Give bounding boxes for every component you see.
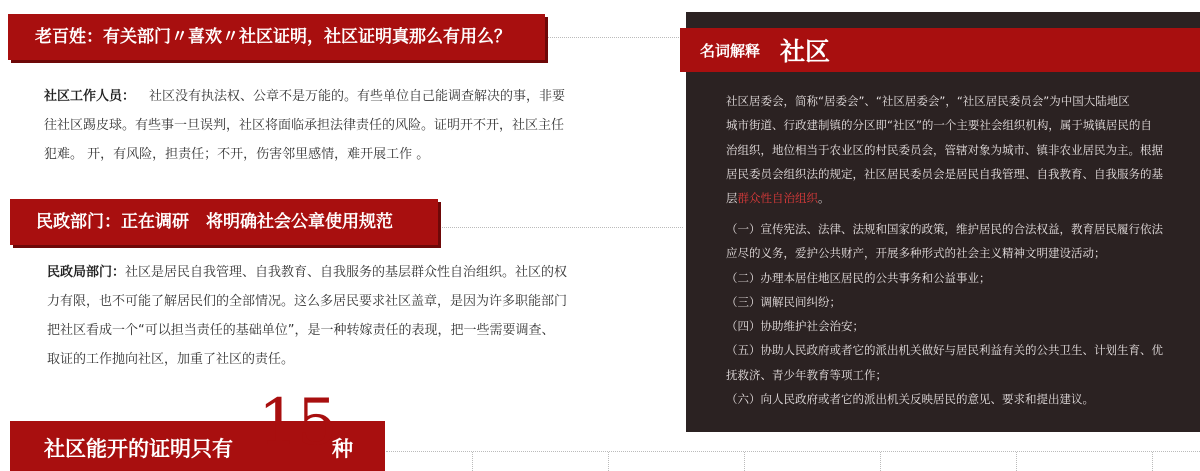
quote-text: 社区没有执法权、公章不是万能的。有些单位自己能调查解决的事，非要 [149,89,566,104]
definition-intro [726,89,1188,210]
speaker-label: 民政局部门： [47,265,126,280]
intro-line: 社区居委会，简称“居委会”、“社区居委会”，“社区居民委员会”为中国大陆地区 [726,94,1130,108]
divider-line [438,227,683,228]
divider-line [608,452,609,471]
definition-label: 名词解释 [700,42,761,60]
intro-text: 层 [726,191,738,206]
divider-line [744,452,745,471]
section-heading-text: 老百姓：有关部门〃喜欢〃社区证明，社区证明真那么有用么？ [35,27,511,47]
quote-line: 往社区踢皮球。有些事一旦误判，社区将面临承担法律责任的风险。证明开不开，社区主任 [44,118,565,133]
section-heading [10,199,438,245]
section-heading-text: 社区能开的证明只有 [44,436,233,461]
duty-item: （六）向人民政府或者它的派出机关反映居民的意见、要求和提出建议。 [726,392,1094,407]
intro-line: 城市街道、行政建制镇的分区即“社区”的一个主要社会组织机构，属于城镇居民的自 [726,118,1152,133]
divider-line [1152,452,1153,471]
quote-line: 把社区看成一个“可以担当责任的基础单位”，是一种转嫁责任的表现，把一些需要调查、 [47,323,555,338]
duty-item: （四）协助维护社会治安； [726,319,864,334]
quote-line [44,82,624,111]
definition-term: 社区 [780,37,831,66]
quote-line [47,258,627,287]
intro-line: 治组织，地位相当于农业区的村民委员会，管辖对象为城市、镇非农业居民为主。根据 [726,142,1163,157]
duty-list [726,217,1188,411]
intro-line [726,186,1188,210]
quote-line: 力有限，也不可能了解居民们的全部情况。这么多居民要求社区盖章，是因为许多职能部门 [47,294,568,309]
section-heading-text: 民政部门：正在调研 将明确社会公章使用规范 [36,212,393,232]
duty-item: 应尽的义务，爱护公共财产，开展多种形式的社会主义精神文明建设活动； [726,246,1106,261]
duty-item: （五）协助人民政府或者它的派出机关做好与居民利益有关的公共卫生、计划生育、优 [726,343,1163,358]
section-heading [8,14,545,60]
divider-line [1016,452,1017,471]
divider-line [386,451,1200,452]
quote-block [47,258,627,374]
duty-item: （一）宣传宪法、法律、法规和国家的政策，维护居民的合法权益，教育居民履行依法 [726,222,1163,236]
quote-line: 犯难。 开，有风险，担责任；不开，伤害邻里感情，难开展工作 。 [44,147,430,162]
highlight-term: 群众性自治组织 [737,191,818,206]
big-number: 15 [258,386,336,460]
quote-block [44,82,624,169]
intro-text: 。 [818,191,830,206]
speaker-label: 社区工作人员： [44,89,136,104]
divider-line [880,452,881,471]
section-heading-suffix: 种 [332,436,353,461]
quote-text: 社区是居民自我管理、自我教育、自我服务的基层群众性自治组织。社区的权 [125,265,568,280]
definition-banner [680,28,1200,72]
duty-item: （三）调解民间纠纷； [726,294,841,309]
divider-line [545,37,685,38]
duty-item: 抚救济、青少年教育等项工作； [726,367,887,382]
quote-line: 取证的工作抛向社区，加重了社区的责任。 [47,352,295,367]
intro-line: 居民委员会组织法的规定，社区居民委员会是居民自我管理、自我教育、自我服务的基 [726,166,1163,181]
divider-line [472,452,473,471]
duty-item: （二）办理本居住地区居民的公共事务和公益事业； [726,270,991,285]
